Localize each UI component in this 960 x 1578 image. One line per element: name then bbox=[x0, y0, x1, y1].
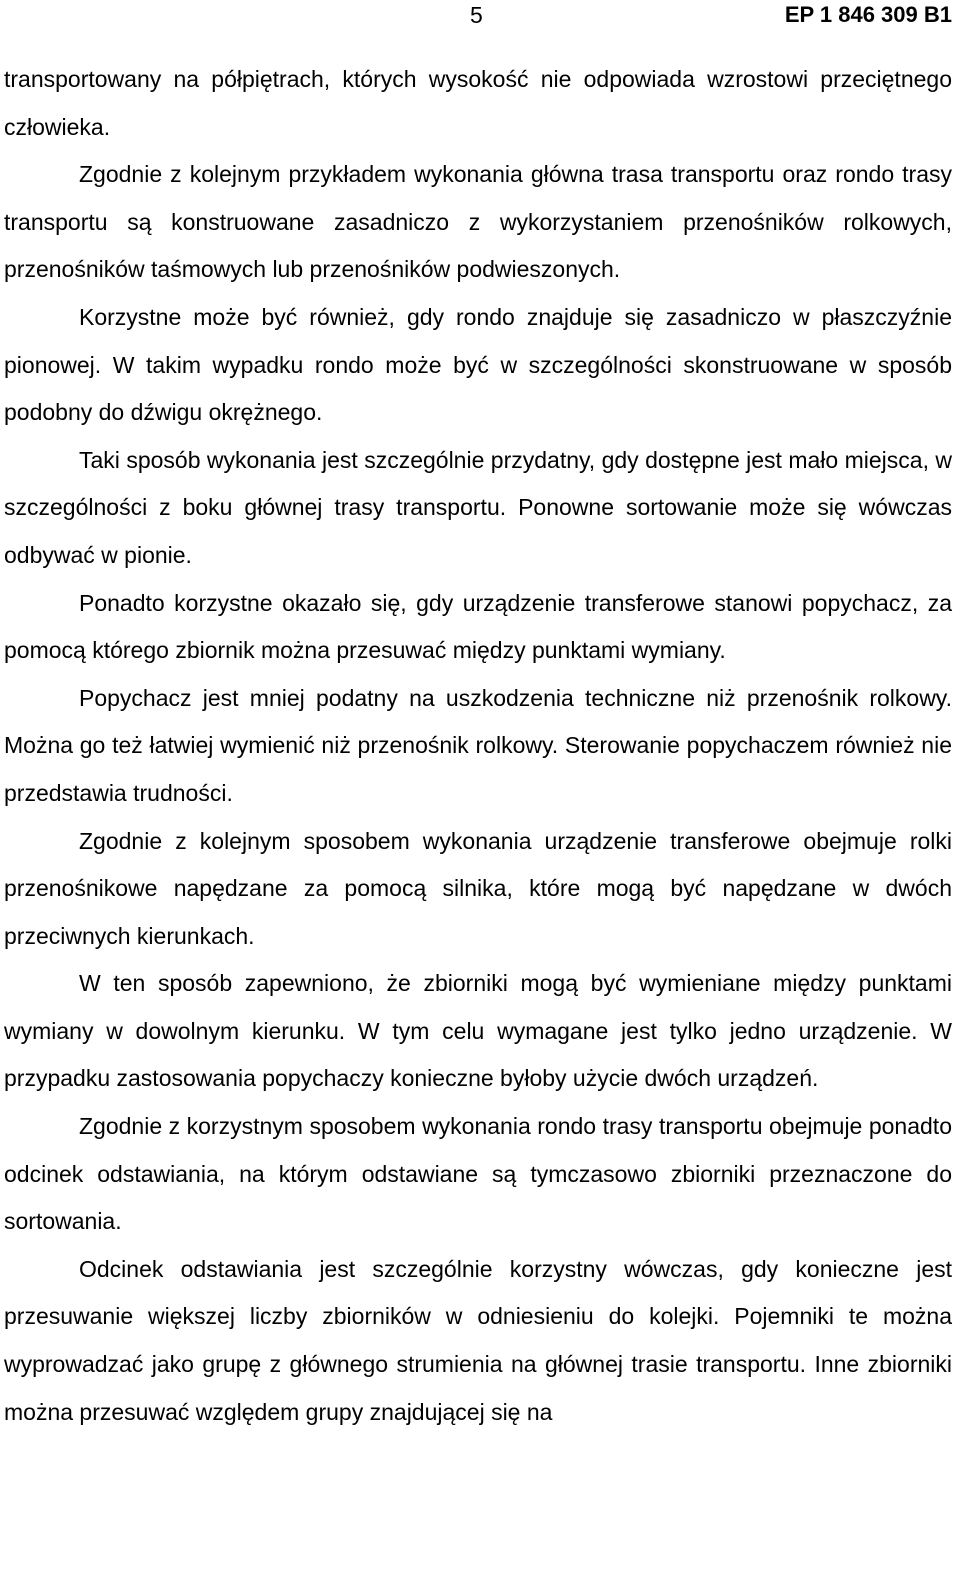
paragraph-6: Popychacz jest mniej podatny na uszkodzenia techniczne niż przenośnik rolkowy. Można go też łatwiej wymienić niż przenośnik rolkowy. Sterowanie popychaczem również nie przedstawia trudności. bbox=[4, 684, 952, 806]
document-body bbox=[4, 56, 952, 1436]
paragraph-9: Zgodnie z korzystnym sposobem wykonania rondo trasy transportu obejmuje ponadto odcinek odstawiania, na którym odstawiane są tymczasowo zbiorniki przeznaczone do sortowania. bbox=[4, 1113, 952, 1235]
document-id: EP 1 846 309 B1 bbox=[784, 2, 952, 27]
paragraph-1: transportowany na półpiętrach, których wysokość nie odpowiada wzrostowi przeciętnego człowieka. bbox=[4, 66, 952, 140]
page-number: 5 bbox=[470, 2, 483, 28]
paragraph-3: Korzystne może być również, gdy rondo znajduje się zasadniczo w płaszczyźnie pionowej. W takim wypadku rondo może być w szczególności skonstruowane w sposób podobny do dźwigu okrężnego. bbox=[4, 303, 952, 426]
paragraph-7: Zgodnie z kolejnym sposobem wykonania urządzenie transferowe obejmuje rolki przenośnikowe napędzane za pomocą silnika, które mogą być napędzane w dwóch przeciwnych kierunkach. bbox=[4, 827, 952, 949]
paragraph-2: Zgodnie z kolejnym przykładem wykonania główna trasa transportu oraz rondo trasy transportu są konstruowane zasadniczo z wykorzystaniem przenośników rolkowych, przenośników taśmowych lub przenośników podwieszonych. bbox=[4, 161, 952, 283]
paragraph-8: W ten sposób zapewniono, że zbiorniki mogą być wymieniane między punktami wymiany w dowolnym kierunku. W tym celu wymagane jest tylko jedno urządzenie. W przypadku zastosowania popychaczy konieczne byłoby użycie dwóch urządzeń. bbox=[4, 970, 952, 1092]
paragraph-10: Odcinek odstawiania jest szczególnie korzystny wówczas, gdy konieczne jest przesuwanie większej liczby zbiorników w odniesieniu do kolejki. Pojemniki te można wyprowadzać jako grupę z głównego strumienia na głównej trasie transportu. Inne zbiorniki można przesuwać względem grupy znajdującej się na bbox=[4, 1255, 952, 1425]
paragraph-4: Taki sposób wykonania jest szczególnie przydatny, gdy dostępne jest mało miejsca, w szczególności z boku głównej trasy transportu. Ponowne sortowanie może się wówczas odbywać w pionie. bbox=[4, 446, 952, 568]
page-header bbox=[0, 0, 960, 36]
paragraph-5: Ponadto korzystne okazało się, gdy urządzenie transferowe stanowi popychacz, za pomocą którego zbiornik można przesuwać między punktami wymiany. bbox=[4, 589, 952, 664]
